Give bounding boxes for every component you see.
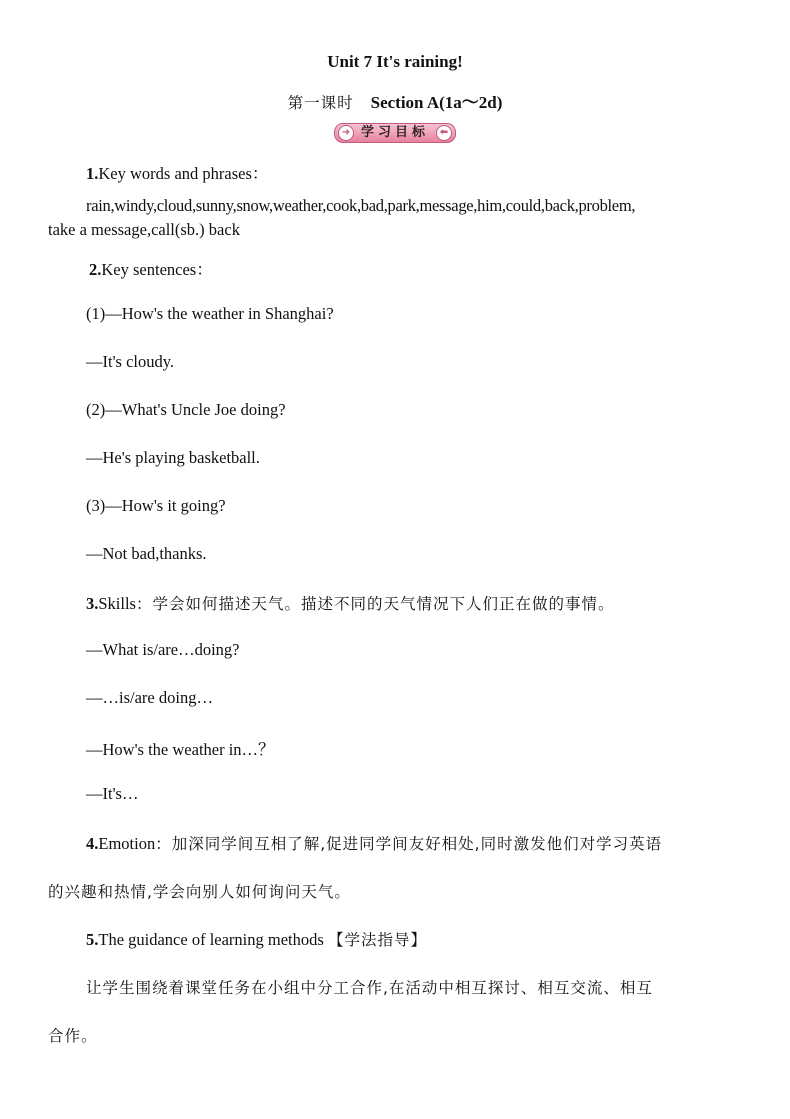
emotion-line-2: 的兴趣和热情,学会向别人如何询问天气。 xyxy=(48,883,351,901)
page-title: Unit 7 It's raining! xyxy=(327,52,463,71)
lesson-label: 第一课时 xyxy=(287,94,354,112)
emotion-heading: 4.Emotion：加深同学间互相了解,促进同学间友好相处,同时激发他们对学习英语 xyxy=(86,834,663,853)
sentence-item: —It's cloudy. xyxy=(86,352,175,371)
sentence-item: (2)—What's Uncle Joe doing? xyxy=(86,400,286,419)
sentence-item: (1)—How's the weather in Shanghai? xyxy=(86,304,334,323)
skills-item: —How's the weather in…？ xyxy=(86,740,275,759)
skills-item: —…is/are doing… xyxy=(86,688,213,707)
sentences-heading: 2.Key sentences： xyxy=(89,260,213,279)
guidance-line-1: 让学生围绕着课堂任务在小组中分工合作,在活动中相互探讨、相互交流、相互 xyxy=(86,979,653,997)
skills-item: —What is/are…doing? xyxy=(86,640,240,659)
guidance-line-2: 合作。 xyxy=(48,1027,98,1045)
words-line-1: rain,windy,cloud,sunny,snow,weather,cook,bad,park,message,him,could,back,problem, xyxy=(86,196,636,215)
words-heading: 1.Key words and phrases： xyxy=(86,164,269,183)
learning-goals-badge xyxy=(0,123,790,143)
section-label: Section A(1a～2d) xyxy=(370,93,503,112)
badge-label: 学习目标 xyxy=(360,125,429,140)
skills-item: —It's… xyxy=(86,784,139,803)
words-line-2: take a message,call(sb.) back xyxy=(48,220,240,239)
sentence-item: —Not bad,thanks. xyxy=(86,544,207,563)
sentence-item: (3)—How's it going? xyxy=(86,496,226,515)
arrow-right-icon: ➜ xyxy=(338,125,354,141)
skills-heading: 3.Skills：学会如何描述天气。描述不同的天气情况下人们正在做的事情。 xyxy=(86,594,615,613)
skills-text: ：学会如何描述天气。描述不同的天气情况下人们正在做的事情。 xyxy=(135,595,615,613)
lesson-subtitle xyxy=(0,88,790,113)
arrow-left-icon: ⬅ xyxy=(436,125,452,141)
sentence-item: —He's playing basketball. xyxy=(86,448,260,467)
guidance-heading: 5.The guidance of learning methods 【学法指导】 xyxy=(86,930,427,949)
emotion-text: ：加深同学间互相了解,促进同学间友好相处,同时激发他们对学习英语 xyxy=(155,835,663,853)
guidance-tag: 【学法指导】 xyxy=(327,931,427,949)
